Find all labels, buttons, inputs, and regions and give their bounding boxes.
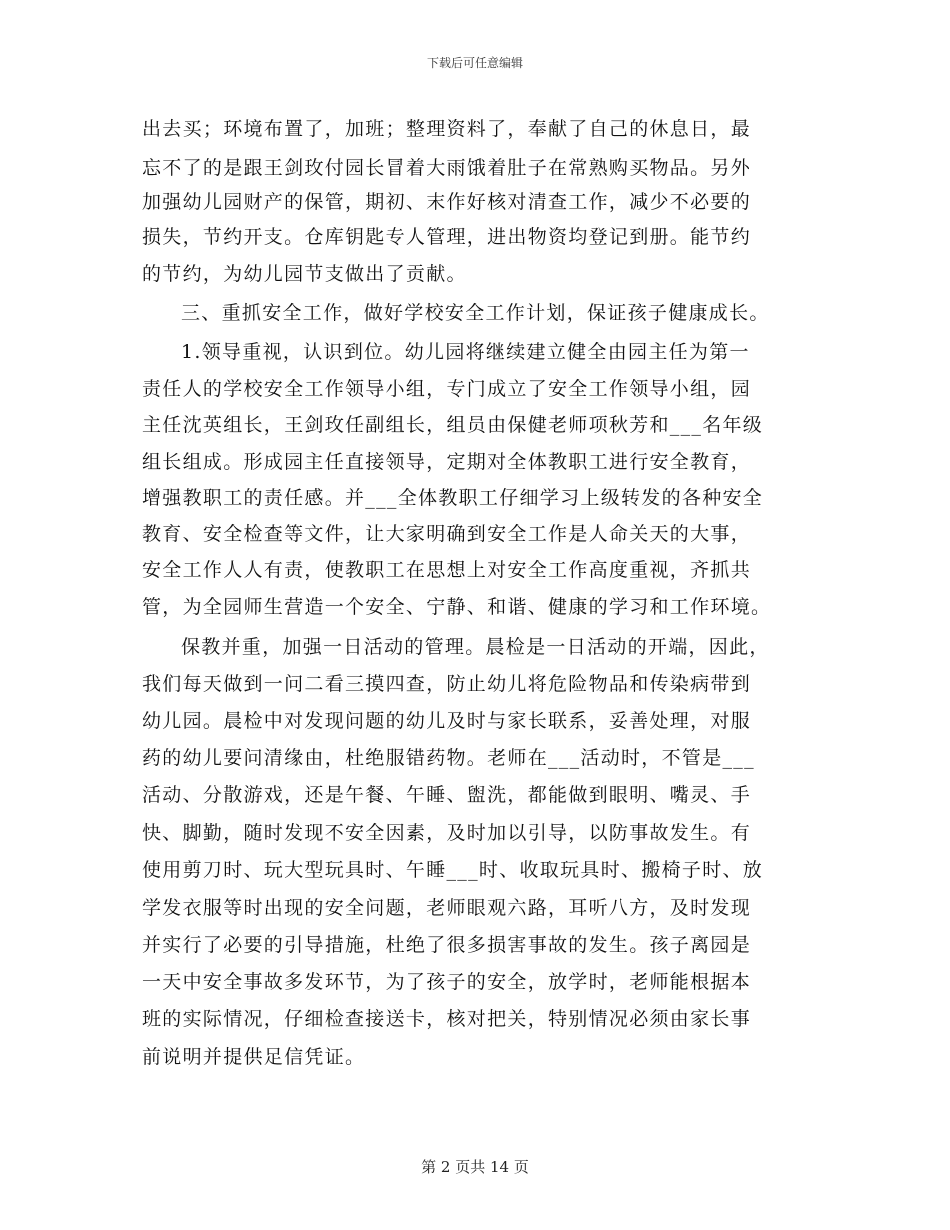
text-line: 幼儿园。晨检中对发现问题的幼儿及时与家长联系，妥善处理，对服 bbox=[142, 710, 752, 732]
text-line: 损失，节约开支。仓库钥匙专人管理，进出物资均登记到册。能节约 bbox=[142, 226, 752, 248]
text-line: 前说明并提供足信凭证。 bbox=[142, 1046, 366, 1068]
text-line: 班的实际情况，仔细检查接送卡，核对把关，特别情况必须由家长事 bbox=[142, 1008, 752, 1030]
section-heading: 三、重抓安全工作，做好学校安全工作计划，保证孩子健康成长。 bbox=[181, 302, 770, 324]
text-line: 一天中安全事故多发环节，为了孩子的安全，放学时，老师能根据本 bbox=[142, 971, 752, 993]
text-line: 忘不了的是跟王剑玫付园长冒着大雨饿着肚子在常熟购买物品。另外 bbox=[142, 157, 752, 179]
text-line: 管，为全园师生营造一个安全、宁静、和谐、健康的学习和工作环境。 bbox=[142, 596, 772, 618]
text-line: 使用剪刀时、玩大型玩具时、午睡___时、收取玩具时、搬椅子时、放 bbox=[142, 859, 764, 881]
text-line: 出去买；环境布置了，加班；整理资料了，奉献了自己的休息日，最 bbox=[142, 118, 752, 140]
text-line: 安全工作人人有责，使教职工在思想上对安全工作高度重视，齐抓共 bbox=[142, 559, 752, 581]
text-line: 主任沈英组长，王剑玫任副组长，组员由保健老师项秋芳和___名年级 bbox=[142, 414, 764, 436]
text-line: 组长组成。形成园主任直接领导，定期对全体教职工进行安全教育， bbox=[142, 451, 752, 473]
text-line: 的节约，为幼儿园节支做出了贡献。 bbox=[142, 263, 467, 285]
page-header: 下载后可任意编辑 bbox=[426, 56, 523, 70]
text-line: 活动、分散游戏，还是午餐、午睡、盥洗，都能做到眼明、嘴灵、手 bbox=[142, 784, 752, 806]
page-number: 第 2 页共 14 页 bbox=[421, 1158, 529, 1176]
text-line: 并实行了必要的引导措施，杜绝了很多损害事故的发生。孩子离园是 bbox=[142, 934, 752, 956]
text-line: 药的幼儿要问清缘由，杜绝服错药物。老师在___活动时，不管是___ bbox=[142, 747, 755, 769]
text-line: 快、脚勤，随时发现不安全因素，及时加以引导，以防事故发生。有 bbox=[142, 822, 752, 844]
text-line: 我们每天做到一问二看三摸四查，防止幼儿将危险物品和传染病带到 bbox=[142, 673, 752, 695]
text-line: 教育、安全检查等文件，让大家明确到安全工作是人命关天的大事， bbox=[142, 523, 752, 545]
text-line: 加强幼儿园财产的保管，期初、末作好核对清查工作，减少不必要的 bbox=[142, 191, 752, 213]
text-line: 保教并重，加强一日活动的管理。晨检是一日活动的开端，因此， bbox=[181, 636, 770, 658]
text-line: 学发衣服等时出现的安全问题，老师眼观六路，耳听八方，及时发现 bbox=[142, 897, 752, 919]
text-line: 1.领导重视，认识到位。幼儿园将继续建立健全由园主任为第一 bbox=[181, 341, 750, 363]
text-line: 增强教职工的责任感。并___全体教职工仔细学习上级转发的各种安全 bbox=[142, 487, 764, 509]
text-line: 责任人的学校安全工作领导小组，专门成立了安全工作领导小组，园 bbox=[142, 378, 752, 400]
